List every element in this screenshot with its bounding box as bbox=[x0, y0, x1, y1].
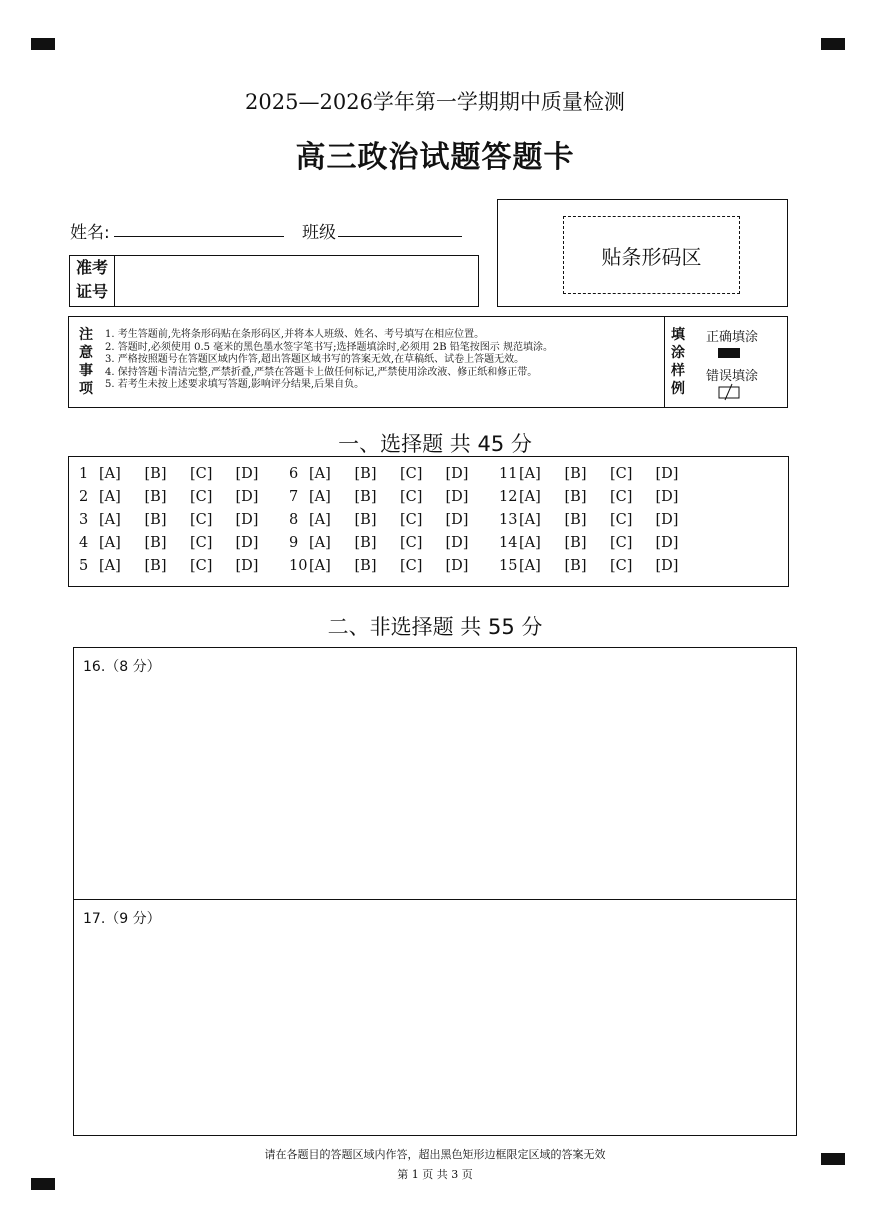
q17-label: 17.（9 分） bbox=[83, 911, 161, 927]
exam-id-label-line1: 准考 bbox=[75, 258, 108, 277]
option-bubble[interactable]: [A] bbox=[309, 511, 331, 528]
page-title: 高三政治试题答题卡 bbox=[295, 140, 575, 175]
footer-warning: 请在各题目的答题区域内作答，超出黑色矩形边框限定区域的答案无效 bbox=[264, 1148, 606, 1161]
option-bubble[interactable]: [A] bbox=[99, 466, 121, 483]
exam-term-title: 2025—2026学年第一学期期中质量检测 bbox=[245, 90, 625, 114]
notice-item: 4. 保持答题卡清洁完整,严禁折叠,严禁在答题卡上做任何标记,严禁使用涂改液、修正纸和修正带。 bbox=[105, 366, 538, 378]
notice-heading-char: 注 bbox=[79, 327, 93, 343]
q16-answer-box[interactable] bbox=[73, 647, 797, 900]
question-number: 15 bbox=[499, 557, 518, 574]
option-bubble[interactable]: [C] bbox=[400, 557, 423, 574]
question-number: 8 bbox=[289, 511, 299, 528]
correct-fill-example-icon bbox=[718, 348, 740, 358]
option-bubble[interactable]: [B] bbox=[564, 511, 587, 528]
option-bubble[interactable]: [D] bbox=[655, 511, 679, 528]
option-bubble[interactable]: [C] bbox=[400, 489, 423, 506]
barcode-box bbox=[497, 199, 788, 307]
option-bubble[interactable]: [D] bbox=[235, 534, 259, 551]
example-heading-char: 样 bbox=[671, 363, 685, 379]
class-field[interactable] bbox=[338, 236, 462, 237]
option-bubble[interactable]: [A] bbox=[99, 534, 121, 551]
notice-heading-char: 项 bbox=[79, 381, 93, 397]
q16-label: 16.（8 分） bbox=[83, 659, 161, 675]
registration-mark-top-right bbox=[821, 38, 845, 50]
question-number: 1 bbox=[79, 466, 89, 483]
notice-heading bbox=[69, 317, 103, 407]
example-heading-char: 涂 bbox=[671, 345, 685, 361]
option-bubble[interactable]: [C] bbox=[610, 511, 633, 528]
mc-answer-box bbox=[68, 456, 789, 587]
option-bubble[interactable]: [D] bbox=[235, 511, 259, 528]
option-bubble[interactable]: [A] bbox=[309, 557, 331, 574]
mc-row bbox=[79, 486, 779, 509]
option-bubble[interactable]: [B] bbox=[354, 534, 377, 551]
name-label: 姓名: bbox=[70, 223, 110, 243]
exam-id-field[interactable] bbox=[115, 256, 478, 306]
option-bubble[interactable]: [C] bbox=[400, 534, 423, 551]
option-bubble[interactable]: [D] bbox=[655, 489, 679, 506]
question-number: 5 bbox=[79, 557, 89, 574]
page-number: 第 1 页 共 3 页 bbox=[397, 1168, 473, 1181]
option-bubble[interactable]: [C] bbox=[190, 489, 213, 506]
option-bubble[interactable]: [B] bbox=[144, 489, 167, 506]
option-bubble[interactable]: [D] bbox=[655, 466, 679, 483]
option-bubble[interactable]: [B] bbox=[354, 466, 377, 483]
option-bubble[interactable]: [C] bbox=[190, 466, 213, 483]
notice-item: 2. 答题时,必须使用 0.5 毫米的黑色墨水签字笔书写;选择题填涂时,必须用 2B 铅笔按图示 规范填涂。 bbox=[105, 341, 553, 353]
option-bubble[interactable]: [B] bbox=[564, 534, 587, 551]
mc-row bbox=[79, 531, 779, 554]
option-bubble[interactable]: [B] bbox=[564, 466, 587, 483]
option-bubble[interactable]: [D] bbox=[655, 557, 679, 574]
question-number: 2 bbox=[79, 489, 89, 506]
option-bubble[interactable]: [A] bbox=[99, 489, 121, 506]
correct-fill-label: 正确填涂 bbox=[706, 330, 759, 345]
option-bubble[interactable]: [D] bbox=[445, 557, 469, 574]
option-bubble[interactable]: [B] bbox=[144, 534, 167, 551]
notice-items bbox=[105, 329, 665, 392]
question-number: 11 bbox=[499, 466, 518, 483]
notice-heading-char: 意 bbox=[79, 345, 93, 361]
option-bubble[interactable]: [A] bbox=[99, 557, 121, 574]
wrong-fill-label: 错误填涂 bbox=[706, 369, 759, 384]
question-number: 13 bbox=[499, 511, 518, 528]
option-bubble[interactable]: [B] bbox=[354, 489, 377, 506]
exam-id-label bbox=[70, 256, 115, 306]
question-number: 7 bbox=[289, 489, 299, 506]
option-bubble[interactable]: [A] bbox=[309, 534, 331, 551]
option-bubble[interactable]: [C] bbox=[190, 557, 213, 574]
question-number: 3 bbox=[79, 511, 89, 528]
mc-grid bbox=[79, 463, 779, 577]
option-bubble[interactable]: [A] bbox=[99, 511, 121, 528]
option-bubble[interactable]: [B] bbox=[564, 489, 587, 506]
option-bubble[interactable]: [B] bbox=[354, 511, 377, 528]
registration-mark-top-left bbox=[31, 38, 55, 50]
option-bubble[interactable]: [A] bbox=[519, 511, 541, 528]
example-heading-char: 填 bbox=[671, 327, 685, 343]
option-bubble[interactable]: [C] bbox=[190, 511, 213, 528]
option-bubble[interactable]: [A] bbox=[309, 466, 331, 483]
option-bubble[interactable]: [C] bbox=[400, 466, 423, 483]
notice-item: 1. 考生答题前,先将条形码贴在条形码区,并将本人班级、姓名、考号填写在相应位置。 bbox=[105, 329, 485, 340]
option-bubble[interactable]: [C] bbox=[610, 489, 633, 506]
option-bubble[interactable]: [D] bbox=[235, 489, 259, 506]
question-number: 12 bbox=[499, 489, 518, 506]
exam-id-box bbox=[69, 255, 479, 307]
free-section-title: 二、非选择题 共 55 分 bbox=[327, 615, 543, 639]
mc-row bbox=[79, 554, 779, 577]
option-bubble[interactable]: [C] bbox=[610, 534, 633, 551]
question-number: 4 bbox=[79, 534, 89, 551]
option-bubble[interactable]: [A] bbox=[309, 489, 331, 506]
option-bubble[interactable]: [D] bbox=[235, 557, 259, 574]
option-bubble[interactable]: [B] bbox=[354, 557, 377, 574]
mc-section-title: 一、选择题 共 45 分 bbox=[338, 432, 532, 456]
question-number: 14 bbox=[499, 534, 518, 551]
option-bubble[interactable]: [B] bbox=[144, 557, 167, 574]
example-heading-char: 例 bbox=[671, 381, 685, 397]
option-bubble[interactable]: [D] bbox=[445, 466, 469, 483]
notice-heading-char: 事 bbox=[79, 363, 93, 379]
example-heading bbox=[665, 317, 691, 407]
option-bubble[interactable]: [C] bbox=[400, 511, 423, 528]
notice-item: 3. 严格按照题号在答题区域内作答,超出答题区域书写的答案无效,在草稿纸、试卷上答题无效。 bbox=[105, 354, 525, 366]
exam-id-label-line2: 证号 bbox=[75, 282, 108, 301]
question-number: 10 bbox=[289, 557, 308, 574]
option-bubble[interactable]: [D] bbox=[445, 534, 469, 551]
wrong-fill-example-icon bbox=[718, 383, 742, 401]
mc-row bbox=[79, 509, 779, 532]
option-bubble[interactable]: [D] bbox=[235, 466, 259, 483]
q17-answer-box[interactable] bbox=[73, 899, 797, 1136]
question-number: 9 bbox=[289, 534, 299, 551]
option-bubble[interactable]: [A] bbox=[519, 557, 541, 574]
class-label: 班级 bbox=[302, 223, 336, 243]
option-bubble[interactable]: [B] bbox=[144, 511, 167, 528]
mc-row bbox=[79, 463, 779, 486]
option-bubble[interactable]: [A] bbox=[519, 534, 541, 551]
option-bubble[interactable]: [D] bbox=[445, 511, 469, 528]
option-bubble[interactable]: [D] bbox=[655, 534, 679, 551]
barcode-label: 贴条形码区 bbox=[601, 244, 702, 269]
option-bubble[interactable]: [A] bbox=[519, 466, 541, 483]
notice-item: 5. 若考生未按上述要求填写答题,影响评分结果,后果自负。 bbox=[105, 379, 365, 391]
option-bubble[interactable]: [B] bbox=[564, 557, 587, 574]
notice-box bbox=[68, 316, 788, 408]
option-bubble[interactable]: [C] bbox=[190, 534, 213, 551]
option-bubble[interactable]: [C] bbox=[610, 466, 633, 483]
name-field[interactable] bbox=[114, 236, 284, 237]
option-bubble[interactable]: [B] bbox=[144, 466, 167, 483]
question-number: 6 bbox=[289, 466, 299, 483]
option-bubble[interactable]: [C] bbox=[610, 557, 633, 574]
barcode-area bbox=[563, 216, 740, 294]
option-bubble[interactable]: [A] bbox=[519, 489, 541, 506]
option-bubble[interactable]: [D] bbox=[445, 489, 469, 506]
